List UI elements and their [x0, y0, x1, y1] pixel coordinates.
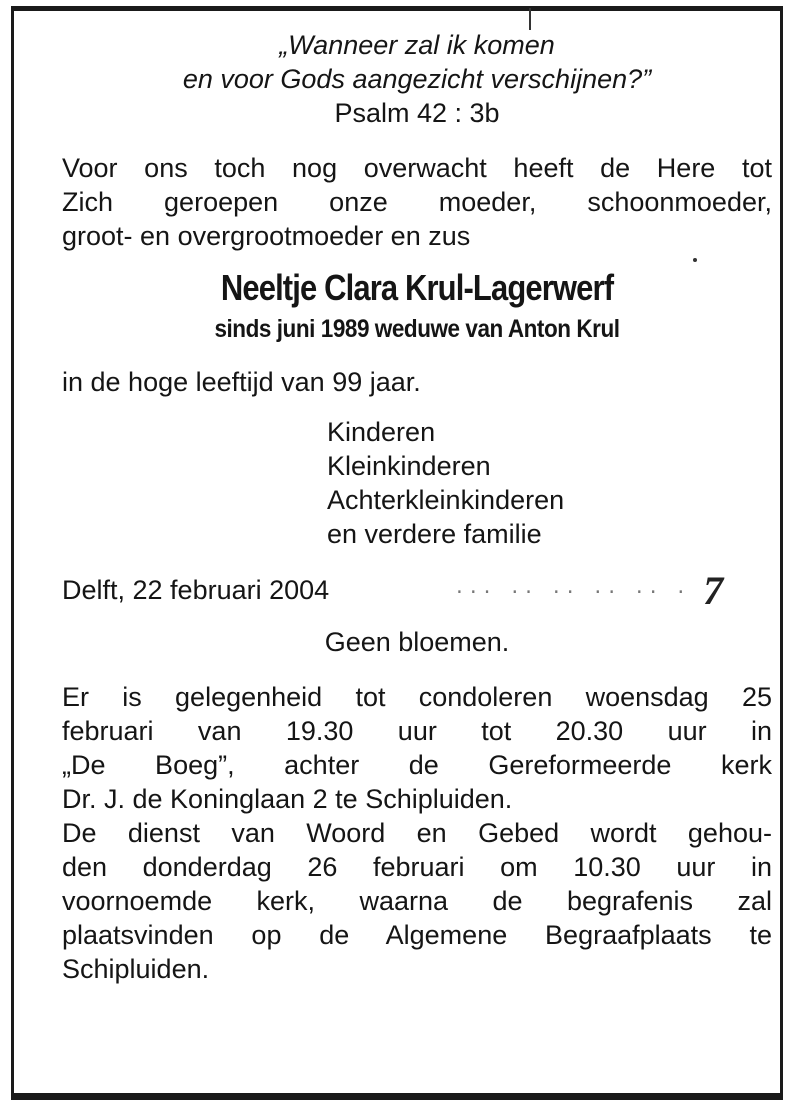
deceased-name: Neeltje Clara Krul-Lagerwerf: [220, 267, 614, 308]
condolence-paragraph: [62, 680, 772, 816]
widow-line: sinds juni 1989 weduwe van Anton Krul: [214, 315, 620, 343]
service-paragraph: [62, 816, 772, 986]
service-line-1: De dienst van Woord en Gebed wordt gehou-: [62, 818, 772, 848]
ink-stamp: [454, 567, 723, 614]
condolence-line-4: Dr. J. de Koninglaan 2 te Schipluiden.: [62, 784, 513, 814]
quote-reference: Psalm 42 : 3b: [334, 98, 500, 128]
signer-children: Kinderen: [327, 417, 436, 447]
place-date: Delft, 22 februari 2004: [62, 575, 330, 605]
signer-family: en verdere familie: [327, 519, 542, 549]
condolence-line-2: februari van 19.30 uur tot 20.30 uur in: [62, 716, 772, 746]
quote-line-2: en voor Gods aangezicht verschijnen?”: [182, 64, 652, 94]
intro-line-1: Voor ons toch nog overwacht heeft de Here tot: [62, 153, 772, 183]
quote-line-1: „Wanneer zal ik komen: [279, 30, 555, 60]
intro-line-2: Zich geroepen onze moeder, schoonmoeder,: [62, 187, 772, 217]
intro-paragraph: [62, 151, 772, 253]
quote-block: [62, 28, 772, 130]
service-line-5: Schipluiden.: [62, 954, 210, 984]
signer-grandchildren: Kleinkinderen: [327, 451, 491, 481]
intro-line-3: groot- en overgrootmoeder en zus: [62, 221, 471, 251]
service-line-4: plaatsvinden op de Algemene Begraafplaats te: [62, 920, 772, 950]
no-flowers: Geen bloemen.: [324, 627, 510, 657]
service-line-3: voornoemde kerk, waarna de begrafenis zal: [62, 886, 772, 916]
signer-great-grandchildren: Achterkleinkinderen: [327, 485, 565, 515]
death-notice: [62, 28, 772, 986]
age-line: in de hoge leeftijd van 99 jaar.: [62, 367, 421, 397]
signers-list: [327, 415, 772, 551]
stamp-digits: ··· ·· ·· ·· ·· ·: [454, 582, 690, 603]
stamp-final-digit: 7: [703, 568, 724, 613]
condolence-line-1: Er is gelegenheid tot condoleren woensdag 25: [62, 682, 772, 712]
date-row: [62, 568, 772, 613]
condolence-line-3: „De Boeg”, achter de Gereformeerde kerk: [62, 750, 772, 780]
service-line-2: den donderdag 26 februari om 10.30 uur in: [62, 852, 772, 882]
border-tick-mark: [529, 8, 531, 30]
